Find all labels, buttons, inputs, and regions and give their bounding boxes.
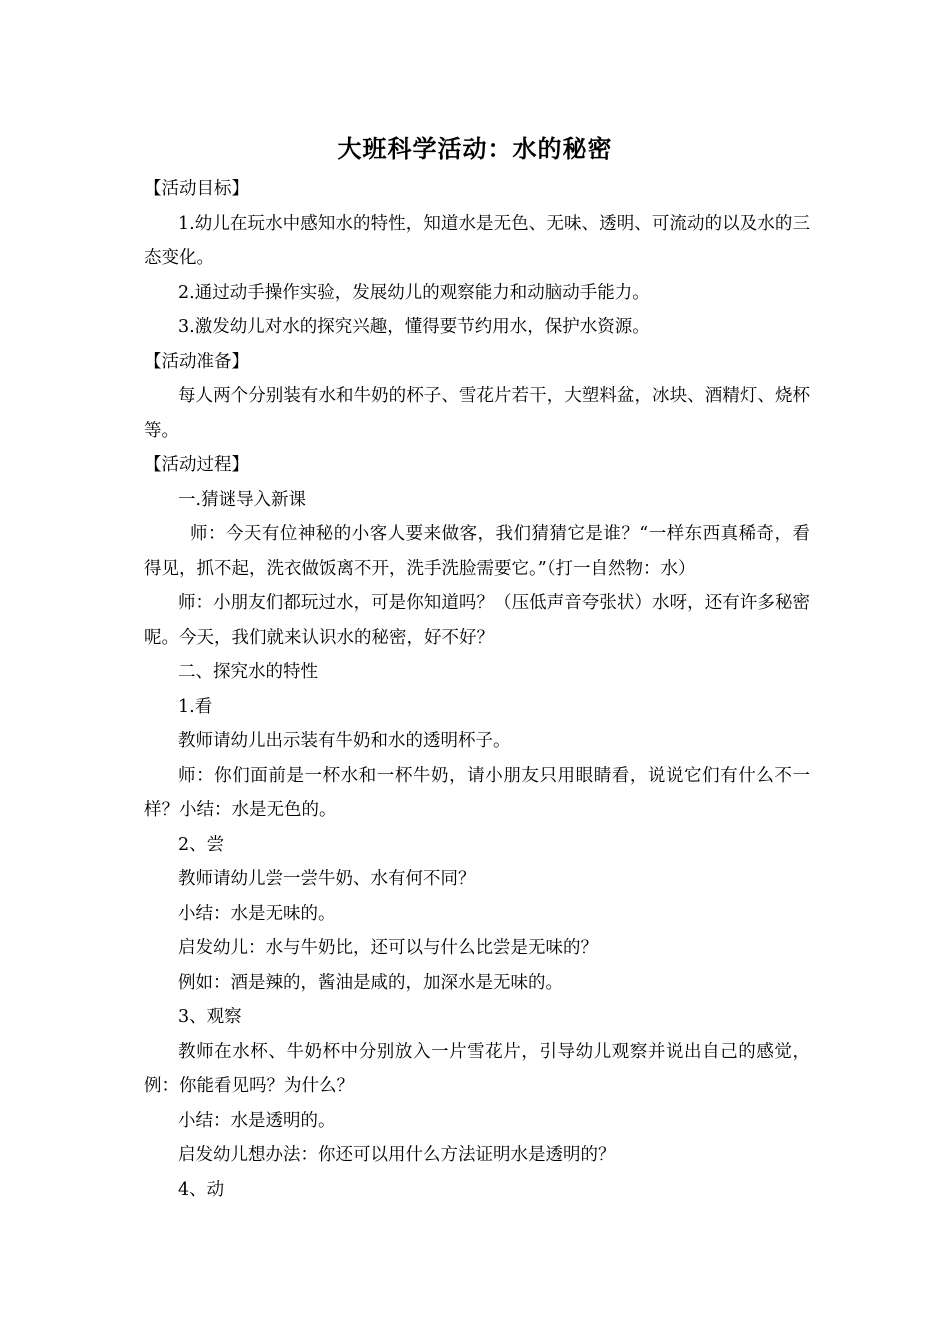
paragraph: 小结：水是无味的。 <box>178 903 336 924</box>
paragraph: 师：今天有位神秘的小客人要来做客，我们猜猜它是谁？“一样东西真稀奇，看得见，抓不起，洗衣做饭离不开，洗手洗脸需要它。”（打一自然物：水） <box>144 524 810 579</box>
paragraph: 一.猜谜导入新课 <box>178 489 307 510</box>
paragraph: 二、探究水的特性 <box>178 662 318 682</box>
paragraph: 1.幼儿在玩水中感知水的特性，知道水是无色、无味、透明、可流动的以及水的三态变化。 <box>144 213 810 268</box>
paragraph: 例如：酒是辣的，酱油是咸的，加深水是无味的。 <box>178 972 563 993</box>
paragraph: 3.激发幼儿对水的探究兴趣，懂得要节约用水，保护水资源。 <box>178 317 650 337</box>
document-title: 大班科学活动：水的秘密 <box>337 135 613 163</box>
paragraph: 教师请幼儿出示装有牛奶和水的透明杯子。 <box>178 731 511 751</box>
section-heading-goals: 【活动目标】 <box>144 179 249 199</box>
paragraph: 3、观察 <box>178 1007 242 1027</box>
paragraph: 小结：水是透明的。 <box>178 1110 336 1131</box>
paragraph: 启发幼儿：水与牛奶比，还可以与什么比尝是无味的？ <box>178 938 598 958</box>
paragraph: 每人两个分别装有水和牛奶的杯子、雪花片若干，大塑料盆，冰块、酒精灯、烧杯等。 <box>144 386 810 441</box>
paragraph: 1.看 <box>178 696 213 717</box>
paragraph: 教师在水杯、牛奶杯中分别放入一片雪花片，引导幼儿观察并说出自己的感觉，例：你能看见吗？为什么？ <box>144 1041 810 1096</box>
section-heading-process: 【活动过程】 <box>144 455 249 475</box>
paragraph: 教师请幼儿尝一尝牛奶、水有何不同？ <box>178 869 476 889</box>
paragraph: 师：你们面前是一杯水和一杯牛奶，请小朋友只用眼睛看，说说它们有什么不一样？小结：水是无色的。 <box>144 765 810 820</box>
paragraph: 启发幼儿想办法：你还可以用什么方法证明水是透明的？ <box>178 1145 616 1165</box>
document-body <box>144 172 810 1207</box>
paragraph: 师：小朋友们都玩过水，可是你知道吗？（压低声音夸张状）水呀，还有许多秘密呢。今天，我们就来认识水的秘密，好不好？ <box>144 593 810 648</box>
section-heading-preparation: 【活动准备】 <box>144 351 249 372</box>
paragraph: 2、尝 <box>178 834 225 855</box>
paragraph: 4、动 <box>178 1179 225 1200</box>
paragraph: 2.通过动手操作实验，发展幼儿的观察能力和动脑动手能力。 <box>178 282 650 303</box>
